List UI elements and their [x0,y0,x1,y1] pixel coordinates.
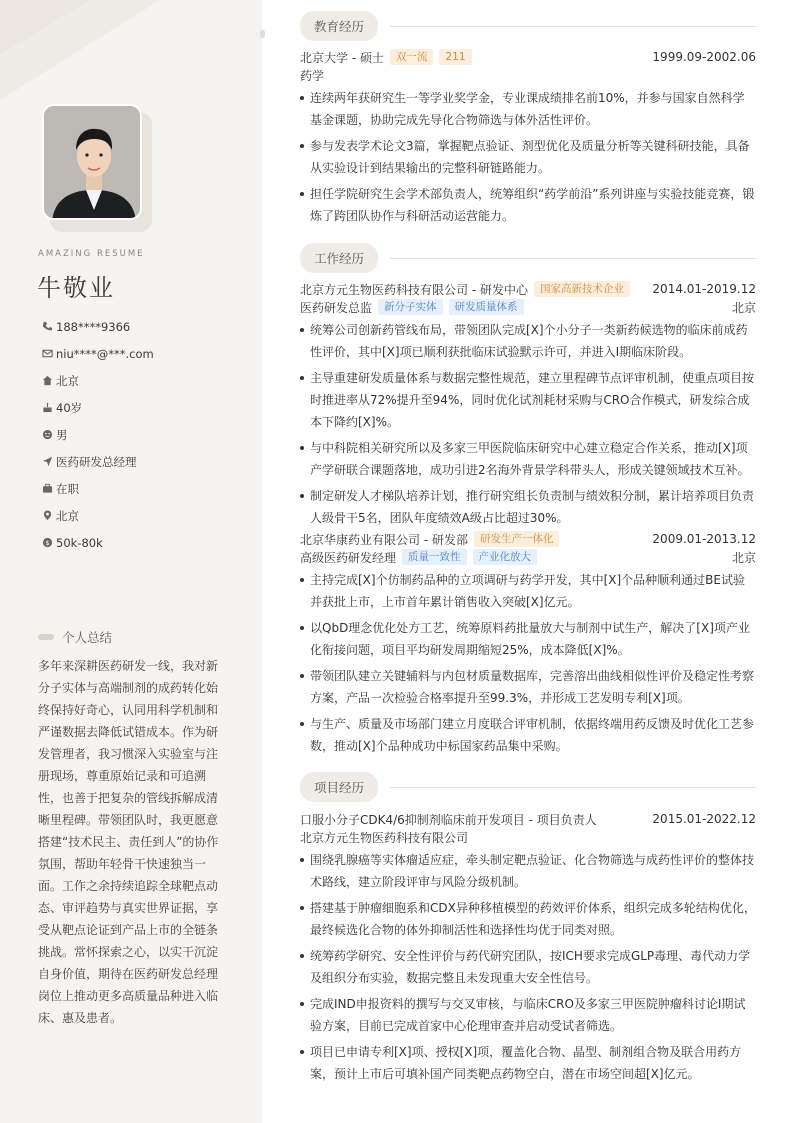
major-row [300,66,756,84]
education-header-row [300,48,756,66]
info-text: niu****@***.com [56,346,154,361]
home-icon [38,375,56,386]
school-name: 北京大学 - 硕士 [300,50,384,65]
briefcase-icon [38,483,56,494]
major: 药学 [300,68,325,83]
skill-tag: 质量一致性 [402,549,467,565]
info-home [38,367,154,394]
date-range: 2015.01-2022.12 [652,812,756,826]
info-text: 男 [56,427,68,442]
cake-icon [38,402,56,413]
sidebar [0,0,262,1123]
list-item: 统筹药学研究、安全性评价与药代研究团队，按ICH要求完成GLP毒理、毒代动力学及组织分布实验，数据完整且未发现重大安全性信号。 [300,945,756,989]
date-range: 2014.01-2019.12 [652,282,756,296]
location-icon [38,510,56,521]
summary-text: 多年来深耕医药研发一线，我对新分子实体与高端制剂的成药转化始终保持好奇心，认同用科学机制和严谨数据去降低试错成本。作为研发管理者，我习惯深入实验室与注册现场，尊重原始记录和可追溯性，也善于把复杂的管线拆解成清晰里程碑。带领团队时，我更愿意搭建“技术民主、责任到人”的协作氛围，帮助年轻骨干快速独当一面。工作之余持续追踪全球靶点动态、审评趋势与真实世界证据，享受从靶点论证到产品上市的全链条挑战。常怀探索之心，以实干沉淀自身价值，期待在医药研发总经理岗位上推动更多高质量品种进入临床、惠及患者。 [38,659,219,1025]
list-item: 连续两年获研究生一等学业奖学金，专业课成绩排名前10%，并参与国家自然科学基金课题，协助完成先导化合物筛选与体外活性评价。 [300,87,756,131]
job-bullets [300,569,756,757]
scroll-marker [260,30,265,38]
school-badge: 双一流 [390,49,434,65]
person-name: 牛敬业 [37,274,115,302]
info-text: 北京 [56,508,79,523]
job-city: 北京 [731,550,756,565]
heading-pill-icon [38,634,54,640]
info-salary [38,529,154,556]
salary-icon [38,537,56,548]
section-divider [390,787,756,788]
list-item: 带领团队建立关键辅料与内包材质量数据库，完善溶出曲线相似性评价及稳定性考察方案，产品一次检验合格率提升至99.3%，并形成工艺发明专利[X]项。 [300,665,756,709]
info-text: 40岁 [56,400,83,415]
resume-label: AMAZING RESUME [38,249,145,259]
company-name: 北京华康药业有限公司 - 研发部 [300,532,468,547]
job-bullets [300,319,756,529]
section-divider [390,26,756,27]
job-entry [300,530,756,761]
list-item: 与中科院相关研究所以及多家三甲医院临床研究中心建立稳定合作关系，推动[X]项产学研联合课题落地，成功引进2名海外背景学科带头人，形成关键领域技术互补。 [300,437,756,481]
mail-icon [38,348,56,359]
info-text: 在职 [56,481,79,496]
list-item: 围绕乳腺癌等实体瘤适应症，牵头制定靶点验证、化合物筛选与成药性评价的整体技术路线，建立阶段评审与风险分级机制。 [300,849,756,893]
info-phone [38,313,154,340]
info-position [38,448,154,475]
svg-text:$: $ [44,538,50,547]
gender-icon [38,429,56,440]
company-badge: 研发生产一体化 [474,531,560,547]
list-item: 制定研发人才梯队培养计划，推行研究组长负责制与绩效积分制，累计培养项目负责人级骨干5名，团队年度绩效A级占比超过30%。 [300,485,756,529]
list-item: 项目已申请专利[X]项、授权[X]项，覆盖化合物、晶型、制剂组合物及联合用药方案，预计上市后可填补国产同类靶点药物空白，潜在市场空间超[X]亿元。 [300,1041,756,1085]
info-text: 北京 [56,373,79,388]
section-divider [390,258,756,259]
list-item: 与生产、质量及市场部门建立月度联合评审机制，依据终端用药反馈及时优化工艺参数，推动[X]个品种成功中标国家药品集中采购。 [300,713,756,757]
project-header-row [300,810,756,828]
date-range: 2009.01-2013.12 [652,532,756,546]
section-title: 教育经历 [300,11,378,41]
section-title: 项目经历 [300,772,378,802]
education-entry [300,48,756,231]
info-text: 188****9366 [56,319,131,334]
project-entry [300,810,756,1089]
education-bullets [300,87,756,227]
job-city: 北京 [731,300,756,315]
list-item: 参与发表学术论文3篇，掌握靶点验证、剂型优化及质量分析等关键科研技能，具备从实验设计到结果输出的完整科研链路能力。 [300,135,756,179]
list-item: 担任学院研究生会学术部负责人，统筹组织“药学前沿”系列讲座与实验技能竞赛，锻炼了跨团队协作与科研活动运营能力。 [300,183,756,227]
company-badge: 国家高新技术企业 [534,281,630,297]
job-entry [300,280,756,533]
project-name: 口服小分子CDK4/6抑制剂临床前开发项目 - 项目负责人 [300,812,597,827]
list-item: 主导重建研发质量体系与数据完整性规范，建立里程碑节点评审机制，使重点项目按时推进率从72%提升至94%，同时优化试剂耗材采购与CRO合作模式，研发综合成本下降约[X]%。 [300,367,756,433]
skill-tag: 新分子实体 [378,299,443,315]
job-position-row [300,298,756,316]
skill-tag: 产业化放大 [473,549,538,565]
list-item: 主持完成[X]个仿制药品种的立项调研与药学开发，其中[X]个品种顺利通过BE试验并获批上市，上市首年累计销售收入突破[X]亿元。 [300,569,756,613]
info-status [38,475,154,502]
info-text: 50k-80k [56,535,103,550]
info-email [38,340,154,367]
position: 高级医药研发经理 [300,550,397,565]
summary-title: 个人总结 [62,630,113,645]
work-heading [300,243,756,273]
avatar [42,104,142,220]
info-gender [38,421,154,448]
list-item: 完成IND申报资料的撰写与交叉审核，与临床CRO及多家三甲医院肿瘤科讨论I期试验方案，目前已完成首家中心伦理审查并启动受试者筛选。 [300,993,756,1037]
job-header-row [300,530,756,548]
info-text: 医药研发总经理 [56,454,137,469]
project-org: 北京方元生物医药科技有限公司 [300,830,469,845]
education-heading [300,11,756,41]
job-position-row [300,548,756,566]
project-heading [300,772,756,802]
company-name: 北京方元生物医药科技有限公司 - 研发中心 [300,282,528,297]
project-bullets [300,849,756,1085]
corner-decoration-inner [0,0,90,55]
section-title: 工作经历 [300,243,378,273]
project-org-row [300,828,756,846]
position: 医药研发总监 [300,300,373,315]
send-icon [38,456,56,467]
skill-tag: 研发质量体系 [449,299,524,315]
date-range: 1999.09-2002.06 [652,50,756,64]
contact-info [38,313,154,556]
info-age [38,394,154,421]
phone-icon [38,321,56,332]
info-city [38,502,154,529]
job-header-row [300,280,756,298]
list-item: 统筹公司创新药管线布局，带领团队完成[X]个小分子一类新药候选物的临床前成药性评价，其中[X]项已顺利获批临床试验默示许可，并进入I期临床阶段。 [300,319,756,363]
avatar-portrait-icon [44,106,142,220]
school-badge: 211 [439,49,471,65]
summary-heading [38,628,112,646]
list-item: 搭建基于肿瘤细胞系和CDX异种移植模型的药效评价体系，组织完成多轮结构优化，最终候选化合物的体外抑制活性和选择性均优于同类对照。 [300,897,756,941]
list-item: 以QbD理念优化处方工艺，统筹原料药批量放大与制剂中试生产，解决了[X]项产业化衔接问题，项目平均研发周期缩短25%，成本降低[X]%。 [300,617,756,661]
